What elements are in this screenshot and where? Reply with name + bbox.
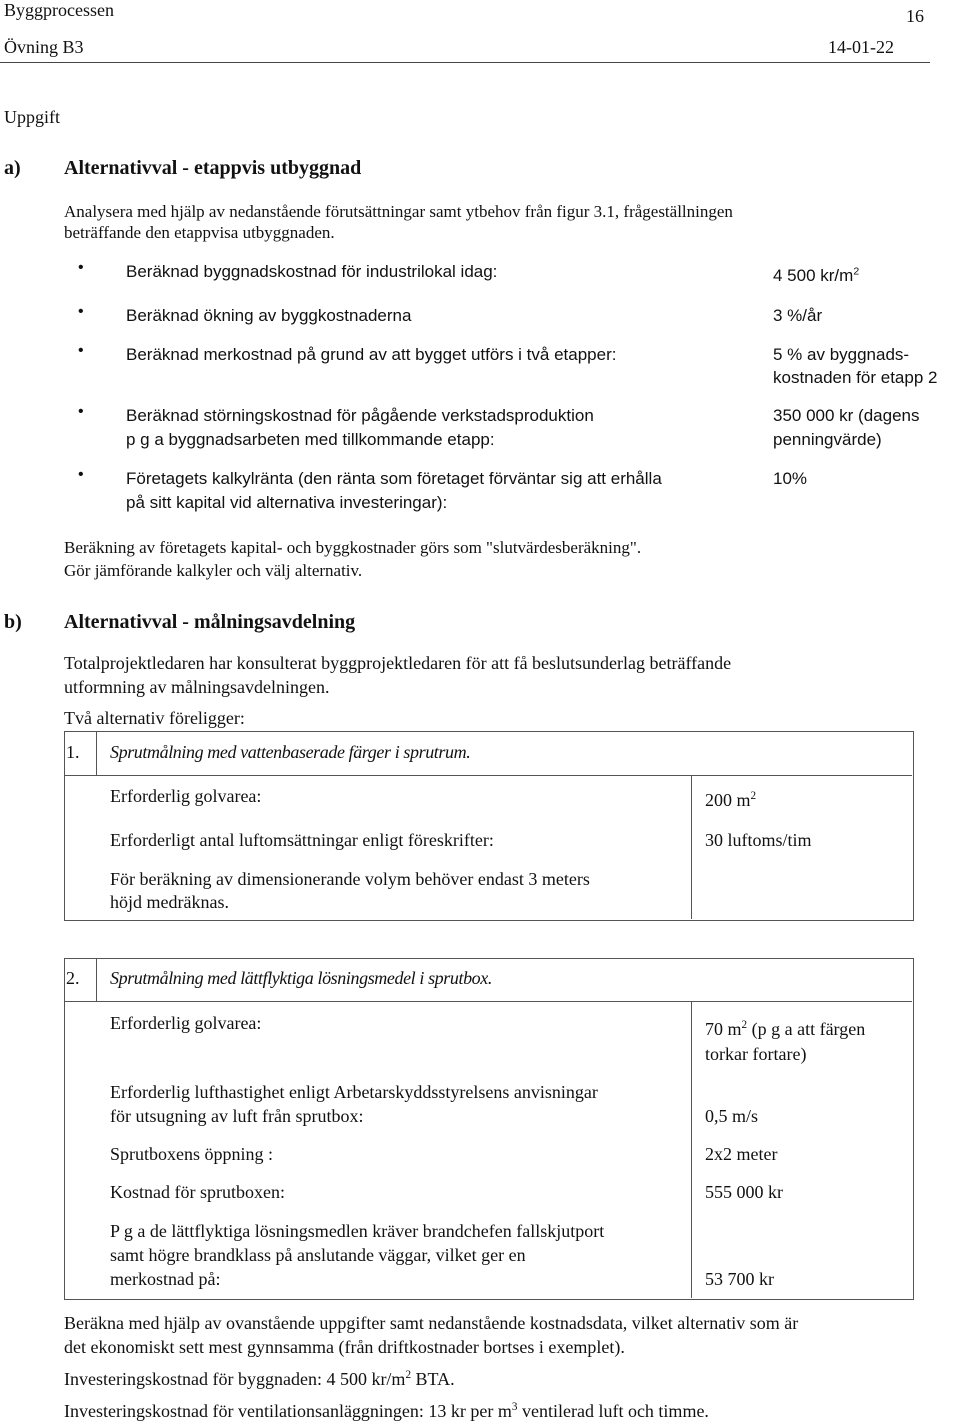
alt2-number-divider	[96, 958, 97, 1001]
bullet-4-value-2: penningvärde)	[773, 430, 882, 449]
alt1-title-divider	[64, 775, 912, 776]
section-a-heading: Alternativval - etappvis utbyggnad	[64, 157, 362, 179]
alt2-title-divider	[64, 1001, 912, 1002]
alt2-value-1b: torkar fortare)	[705, 1044, 807, 1064]
alt1-label-1: Erforderlig golvarea:	[110, 786, 262, 806]
bullet-dot: •	[78, 342, 84, 359]
section-b-intro-2: utformning av målningsavdelningen.	[64, 677, 330, 697]
header-divider	[0, 62, 930, 63]
bullet-dot: •	[78, 303, 84, 320]
bullet-5-value: 10%	[773, 469, 808, 488]
header-date: 14-01-22	[828, 37, 894, 57]
alternatives-intro: Två alternativ föreligger:	[64, 708, 245, 728]
alt2-value-3: 2x2 meter	[705, 1144, 778, 1164]
page-number: 16	[906, 6, 924, 26]
alt2-value-1: 70 $m^2$ (p g a att färgen	[705, 1019, 866, 1039]
alt2-value-2: 0,5 m/s	[705, 1106, 759, 1126]
bullet-5-text-2: på sitt kapital vid alternativa investeringar):	[126, 493, 448, 512]
alt2-label-3: Sprutboxens öppning :	[110, 1144, 274, 1164]
alt2-label-5: P g a de lättflyktiga lösningsmedlen kräver brandchefen fallskjutport	[110, 1221, 605, 1241]
alt1-value-2: 30 luftoms/tim	[705, 830, 812, 850]
section-a-label: a)	[4, 157, 21, 179]
section-a-intro-1: Analysera med hjälp av nedanstående förutsättningar samt ytbehov från figur 3.1, frågeställningen	[64, 202, 733, 221]
alt2-label-1: Erforderlig golvarea:	[110, 1013, 262, 1033]
bullet-2-value: 3 %/år	[773, 306, 823, 325]
investment-building: Investeringskostnad för byggnaden: 4 500 $kr/m^2$ BTA.	[64, 1369, 455, 1389]
bullet-1-text: Beräknad byggnadskostnad för industrilokal idag:	[126, 262, 498, 281]
bullet-1-value: 4 500 $kr/m^2$	[773, 265, 860, 285]
bullet-2-text: Beräknad ökning av byggkostnaderna	[126, 306, 412, 325]
alt2-label-2: Erforderlig lufthastighet enligt Arbetarskyddsstyrelsens anvisningar	[110, 1082, 598, 1102]
bullet-4-value: 350 000 kr (dagens	[773, 406, 920, 425]
bullet-dot: •	[78, 466, 84, 483]
final-line-2: det ekonomiskt sett mest gynnsamma (från driftkostnader bortses i exemplet).	[64, 1337, 625, 1357]
section-a-closing-2: Gör jämförande kalkyler och välj alternativ.	[64, 561, 363, 580]
bullet-3-value: 5 % av byggnads-	[773, 345, 910, 364]
alt2-label-2b: för utsugning av luft från sprutbox:	[110, 1106, 364, 1126]
alt2-value-divider	[691, 1001, 692, 1298]
alt1-value-1: 200 $m^2$	[705, 790, 757, 810]
alt1-number-divider	[96, 731, 97, 775]
bullet-3-value-2: kostnaden för etapp 2	[773, 368, 938, 387]
alt2-label-5b: samt högre brandklass på anslutande väggar, vilket ger en	[110, 1245, 526, 1265]
alt1-label-3b: höjd medräknas.	[110, 892, 229, 912]
final-line-1: Beräkna med hjälp av ovanstående uppgifter samt nedanstående kostnadsdata, vilket alternativ som är	[64, 1313, 799, 1333]
alt2-label-4: Kostnad för sprutboxen:	[110, 1182, 285, 1202]
alt1-label-3: För beräkning av dimensionerande volym behöver endast 3 meters	[110, 869, 590, 889]
section-b-label: b)	[4, 611, 22, 633]
section-b-heading: Alternativval - målningsavdelning	[64, 611, 356, 633]
alt2-value-5: 53 700 kr	[705, 1269, 774, 1289]
alt2-label-5c: merkostnad på:	[110, 1269, 221, 1289]
alt1-label-2: Erforderligt antal luftomsättningar enligt föreskrifter:	[110, 830, 494, 850]
alt1-number: 1.	[66, 742, 80, 762]
alt2-number: 2.	[66, 968, 80, 988]
bullet-5-text: Företagets kalkylränta (den ränta som företaget förväntar sig att erhålla	[126, 469, 662, 488]
alt1-title: Sprutmålning med vattenbaserade färger i sprutrum.	[110, 742, 471, 762]
alt1-value-divider	[691, 775, 692, 919]
section-a-intro-2: beträffande den etappvisa utbyggnaden.	[64, 223, 335, 242]
bullet-4-text: Beräknad störningskostnad för pågående verkstadsproduktion	[126, 406, 594, 425]
section-b-intro-1: Totalprojektledaren har konsulterat byggprojektledaren för att få beslutsunderlag beträffande	[64, 653, 732, 673]
task-label: Uppgift	[4, 107, 60, 127]
exercise-label: Övning B3	[4, 37, 84, 57]
alt2-title: Sprutmålning med lättflyktiga lösningsmedel i sprutbox.	[110, 968, 492, 988]
investment-ventilation: Investeringskostnad för ventilationsanläggningen: 13 kr per $m^3$ ventilerad luft och timme.	[64, 1401, 709, 1421]
bullet-dot: •	[78, 259, 84, 276]
bullet-dot: •	[78, 403, 84, 420]
header-title: Byggprocessen	[4, 0, 114, 20]
bullet-3-text: Beräknad merkostnad på grund av att bygget utförs i två etapper:	[126, 345, 617, 364]
bullet-4-text-2: p g a byggnadsarbeten med tillkommande etapp:	[126, 430, 495, 449]
section-a-closing-1: Beräkning av företagets kapital- och byggkostnader görs som "slutvärdesberäkning".	[64, 538, 642, 557]
alt2-value-4: 555 000 kr	[705, 1182, 783, 1202]
